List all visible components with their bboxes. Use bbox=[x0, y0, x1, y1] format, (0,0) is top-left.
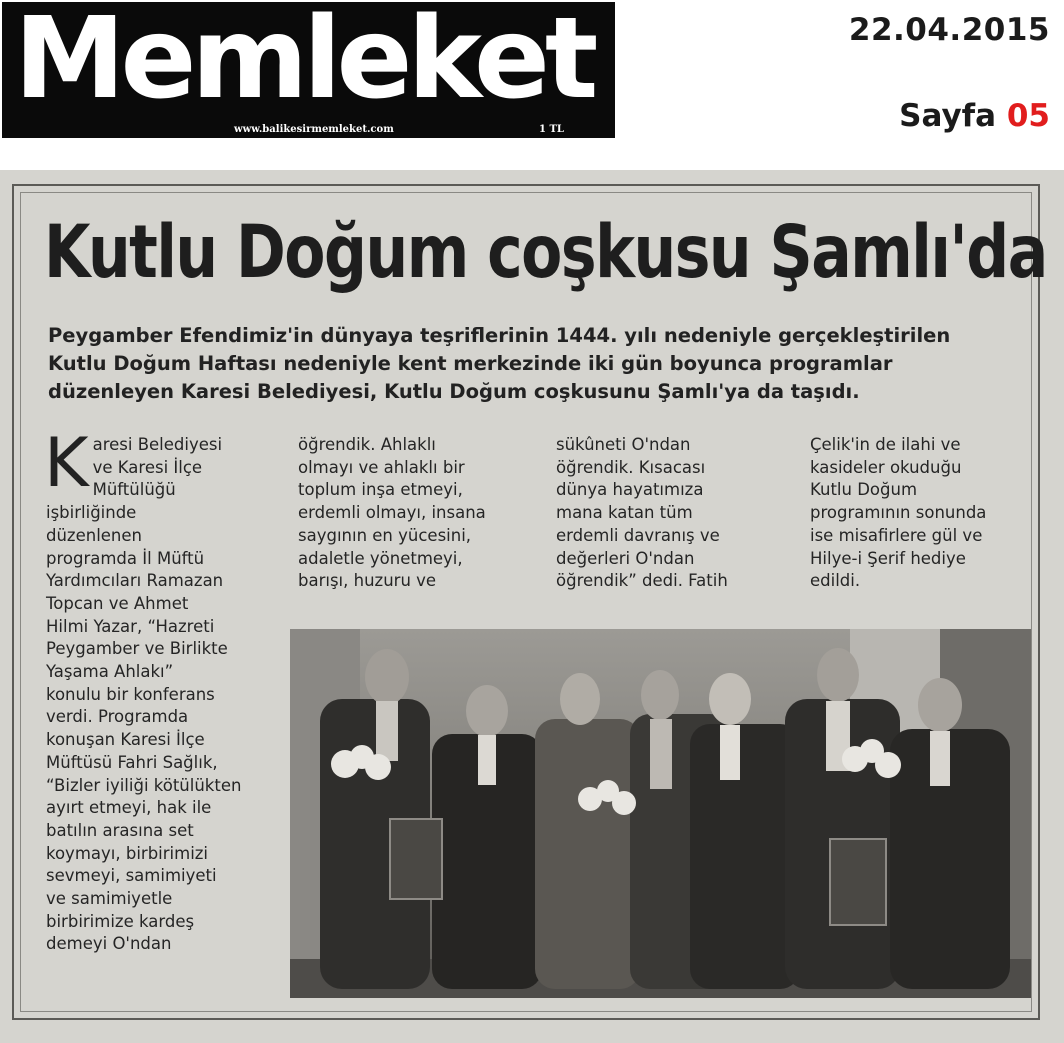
body-line: kasideler okuduğu bbox=[810, 457, 962, 477]
body-line: öğrendik” dedi. Fatih bbox=[556, 571, 728, 591]
newspaper-url: www.balikesirmemleket.com bbox=[234, 124, 394, 135]
body-line: Topcan ve Ahmet bbox=[46, 593, 189, 613]
body-line: Kutlu Doğum bbox=[810, 480, 918, 500]
page-number: 05 bbox=[1006, 98, 1050, 134]
body-line: Hilmi Yazar, “Hazreti bbox=[46, 616, 215, 636]
body-line: konuşan Karesi İlçe bbox=[46, 730, 205, 750]
body-line: koymayı, birbirimizi bbox=[46, 843, 209, 863]
body-line: işbirliğinde bbox=[46, 503, 137, 523]
lead-line: düzenleyen Karesi Belediyesi, Kutlu Doğum coşkusunu Şamlı'ya da taşıdı. bbox=[48, 380, 860, 403]
body-line: barışı, huzuru ve bbox=[298, 571, 437, 591]
body-line: değerleri O'ndan bbox=[556, 548, 695, 568]
body-line: ve Karesi İlçe bbox=[92, 457, 203, 477]
article-column-2 bbox=[298, 434, 538, 593]
body-line: “Bizler iyiliği kötülükten bbox=[46, 775, 242, 795]
article-lead bbox=[48, 322, 1048, 406]
body-line: konulu bir konferans bbox=[46, 684, 215, 704]
body-line: Müftülüğü bbox=[92, 480, 176, 500]
body-line: edildi. bbox=[810, 571, 861, 591]
page-reference bbox=[899, 98, 1050, 134]
body-line: ve samimiyetle bbox=[46, 889, 173, 909]
body-line: verdi. Programda bbox=[46, 707, 189, 727]
body-line: ayırt etmeyi, hak ile bbox=[46, 798, 212, 818]
drop-cap: K bbox=[44, 424, 89, 503]
article-column-1 bbox=[44, 424, 282, 956]
lead-line: Kutlu Doğum Haftası nedeniyle kent merkezinde iki gün boyunca programlar bbox=[48, 352, 893, 375]
masthead bbox=[2, 2, 615, 138]
body-line: düzenlenen bbox=[46, 525, 143, 545]
body-line: erdemli olmayı, insana bbox=[298, 503, 486, 523]
article-column-3 bbox=[556, 434, 796, 593]
page-label: Sayfa bbox=[899, 98, 997, 134]
body-line: öğrendik. Kısacası bbox=[556, 457, 706, 477]
person bbox=[535, 673, 640, 989]
article-clipping bbox=[0, 170, 1064, 1043]
body-line: batılın arasına set bbox=[46, 820, 194, 840]
body-line: öğrendik. Ahlaklı bbox=[298, 435, 436, 454]
body-line: adaletle yönetmeyi, bbox=[298, 548, 463, 568]
body-line: Yardımcıları Ramazan bbox=[46, 571, 224, 591]
article-column-4 bbox=[810, 434, 1030, 593]
body-line: Yaşama Ahlakı” bbox=[46, 662, 174, 682]
body-line: programının sonunda bbox=[810, 503, 987, 523]
body-line: Müftüsü Fahri Sağlık, bbox=[46, 752, 218, 772]
body-line: aresi Belediyesi bbox=[92, 435, 223, 454]
body-line: Hilye-i Şerif hediye bbox=[810, 548, 966, 568]
newspaper-price: 1 TL bbox=[539, 124, 564, 135]
body-line: ise misafirlere gül ve bbox=[810, 525, 983, 545]
group-photo-illustration bbox=[290, 629, 1031, 998]
lead-line: Peygamber Efendimiz'in dünyaya teşriflerinin 1444. yılı nedeniyle gerçekleştirilen bbox=[48, 324, 951, 347]
body-line: programda İl Müftü bbox=[46, 548, 205, 568]
body-line: saygının en yücesini, bbox=[298, 525, 472, 545]
body-line: toplum inşa etmeyi, bbox=[298, 480, 463, 500]
article-headline: Kutlu Doğum coşkusu Şamlı'da bbox=[44, 210, 1047, 296]
body-line: olmayı ve ahlaklı bir bbox=[298, 457, 465, 477]
body-line: birbirimize kardeş bbox=[46, 911, 195, 931]
body-line: demeyi O'ndan bbox=[46, 934, 172, 954]
article-photo bbox=[290, 629, 1031, 998]
issue-date: 22.04.2015 bbox=[848, 12, 1050, 48]
body-line: mana katan tüm bbox=[556, 503, 693, 523]
newspaper-logo: Memleket bbox=[14, 0, 594, 124]
body-line: Peygamber ve Birlikte bbox=[46, 639, 228, 659]
body-line: dünya hayatımıza bbox=[556, 480, 704, 500]
body-line: sükûneti O'ndan bbox=[556, 435, 691, 454]
body-line: Çelik'in de ilahi ve bbox=[810, 435, 961, 454]
body-line: erdemli davranış ve bbox=[556, 525, 720, 545]
body-line: sevmeyi, samimiyeti bbox=[46, 866, 217, 886]
